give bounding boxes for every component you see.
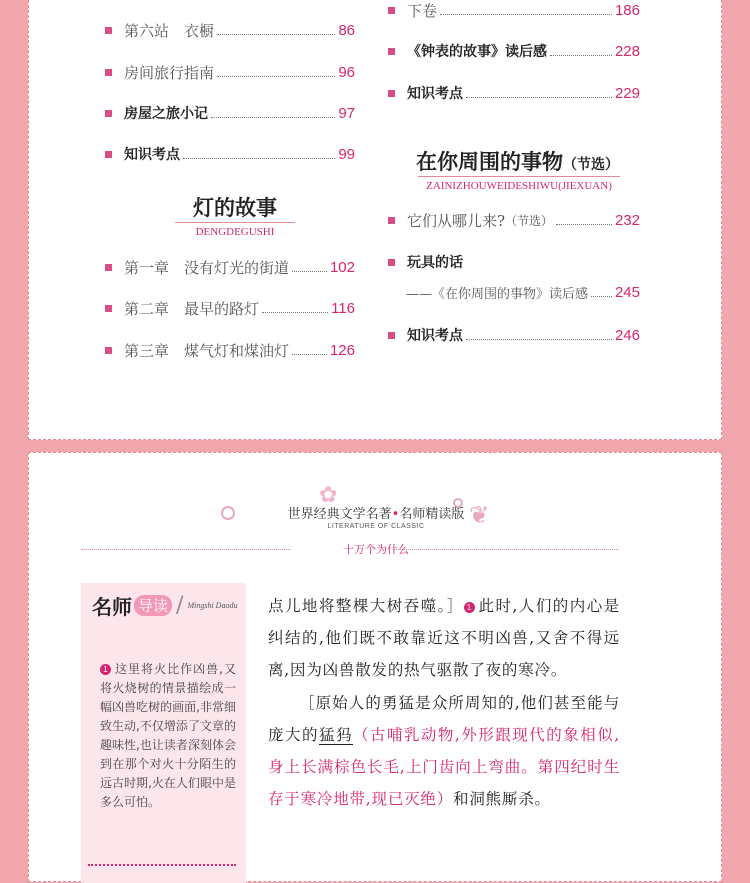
paragraph [268, 590, 620, 687]
sidebar-dotted-rule [88, 864, 236, 866]
paragraph-text: 和洞熊厮杀。 [453, 790, 551, 809]
toc-item[interactable] [388, 208, 640, 232]
toc-title: 房屋之旅小记 [124, 106, 208, 122]
bullet-icon [388, 217, 395, 224]
leader-dots [183, 158, 335, 159]
toc-page: 99 [338, 145, 355, 163]
toc-title: ——《在你周围的事物》读后感 [406, 286, 589, 302]
body-text [268, 590, 620, 815]
toc-title: 第三章 煤气灯和煤油灯 [124, 341, 290, 360]
word-annotation: （古哺乳动物,外形跟现代的象相似,身上长满棕色长毛,上门齿向上弯曲。第四纪时生存于寒冷地带,现已灭绝） [268, 725, 620, 809]
bullet-icon [105, 347, 112, 354]
bullet-icon [388, 259, 395, 266]
toc-item[interactable] [105, 142, 355, 166]
note-text: 这里将火比作凶兽,又将火烧树的情景描绘成一幅凶兽吃树的画面,非常细致生动,不仅增添了文章的趣味性,也让读者深刻体会到在那个对火十分陌生的远古时期,火在人们眼中是多么可怕。 [100, 662, 236, 809]
logo-daodu: 导读 [134, 595, 172, 616]
toc-title: 第六站 衣橱 [124, 21, 215, 40]
toc-item[interactable] [388, 39, 640, 63]
toc-item[interactable] [388, 250, 640, 274]
toc-page: 245 [614, 283, 640, 301]
toc-page: 97 [338, 104, 355, 122]
toc-item[interactable] [105, 255, 355, 279]
paragraph-text: 点儿地将整棵大树吞噬。］ [268, 597, 464, 615]
toc-item[interactable] [105, 296, 355, 320]
leader-dots [591, 296, 612, 297]
leader-dots [217, 34, 335, 35]
leader-dots [550, 55, 612, 56]
toc-title: 第二章 最早的路灯 [124, 299, 260, 318]
section-title [400, 146, 635, 176]
toc-page: 96 [338, 63, 355, 81]
logo-mingshi: 名师 [92, 594, 132, 619]
toc-page: 126 [329, 341, 355, 359]
paragraph-text: ［原始人的勇猛是众所周知的,他们甚至能与庞大的 [268, 693, 620, 744]
sidebar-note [100, 660, 236, 812]
leader-dots [262, 312, 328, 313]
series-title-a: 世界经典文学名著 [287, 507, 392, 522]
section-pinyin: DENGDEGUSHI [175, 222, 295, 238]
toc-item[interactable] [105, 60, 355, 84]
toc-item[interactable] [388, 323, 640, 347]
logo-slash: / [176, 592, 184, 618]
toc-page: 102 [329, 258, 355, 276]
toc-item[interactable] [105, 18, 355, 42]
bullet-icon [105, 110, 112, 117]
bullet-icon [105, 305, 112, 312]
section-title: 灯的故事 [193, 195, 277, 220]
toc-title: 下卷 [407, 1, 438, 20]
butterfly-icon: ❦ [469, 501, 490, 529]
toc-page: 86 [338, 21, 355, 39]
toc-item[interactable] [388, 0, 640, 22]
toc-page: 186 [614, 1, 640, 19]
toc-item[interactable] [388, 81, 640, 105]
toc-title: 它们从哪儿来? [407, 211, 506, 230]
toc-subitem[interactable] [406, 280, 640, 304]
flower-icon: ✿ [319, 483, 338, 508]
bullet-icon [388, 48, 395, 55]
leader-dots [440, 14, 612, 15]
series-title-b: 名师精读版 [399, 507, 465, 522]
series-english: LITERATURE OF CLASSIC [327, 523, 425, 530]
toc-title: 知识考点 [407, 86, 463, 102]
toc-title: 第一章 没有灯光的街道 [124, 258, 290, 277]
logo-pinyin: Mingshi Daodu [187, 600, 238, 610]
bullet-icon [105, 69, 112, 76]
book-title: 十万个为什么 [343, 543, 409, 556]
toc-page: 229 [614, 84, 640, 102]
section-title-text: 在你周围的事物 [416, 149, 563, 174]
leader-dots [556, 224, 612, 225]
bullet-icon [105, 27, 112, 34]
leader-dots [292, 271, 327, 272]
toc-title: 《钟表的故事》读后感 [407, 44, 547, 60]
toc-title-paren: （节选） [505, 213, 554, 228]
section-title-paren: （节选） [563, 157, 619, 173]
toc-item[interactable] [105, 338, 355, 362]
note-number-badge[interactable]: 1 [464, 602, 475, 613]
toc-page: 246 [614, 326, 640, 344]
toc-title: 知识考点 [124, 147, 180, 163]
series-dot: • [391, 507, 400, 522]
toc-title: 房间旅行指南 [124, 63, 215, 82]
bullet-icon [388, 90, 395, 97]
paragraph-text: 此时,人们的内心是纠结的,他们既不敢靠近这不明凶兽,又舍不得远离,因为凶兽散发的热气驱散了夜的寒冷。 [268, 597, 620, 680]
toc-page: 232 [614, 211, 640, 229]
annotated-word: 猛犸 [318, 725, 353, 744]
toc-page: 228 [614, 42, 640, 60]
bullet-icon [388, 332, 395, 339]
series-title [29, 503, 723, 522]
toc-page: 116 [331, 299, 355, 317]
toc-item[interactable] [105, 101, 355, 125]
sidebar-logo [92, 588, 237, 622]
leader-dots [466, 339, 612, 340]
bullet-icon [105, 264, 112, 271]
paragraph [268, 687, 620, 816]
toc-title: 玩具的话 [407, 255, 463, 271]
leader-dots [211, 117, 335, 118]
section-pinyin: ZAINIZHOUWEIDESHIWU(JIEXUAN) [418, 176, 620, 192]
toc-title: 知识考点 [407, 328, 463, 344]
bullet-icon [105, 151, 112, 158]
note-number-badge: 1 [100, 664, 111, 675]
leader-dots [466, 97, 612, 98]
leader-dots [217, 76, 335, 77]
bullet-icon [388, 7, 395, 14]
leader-dots [292, 354, 327, 355]
